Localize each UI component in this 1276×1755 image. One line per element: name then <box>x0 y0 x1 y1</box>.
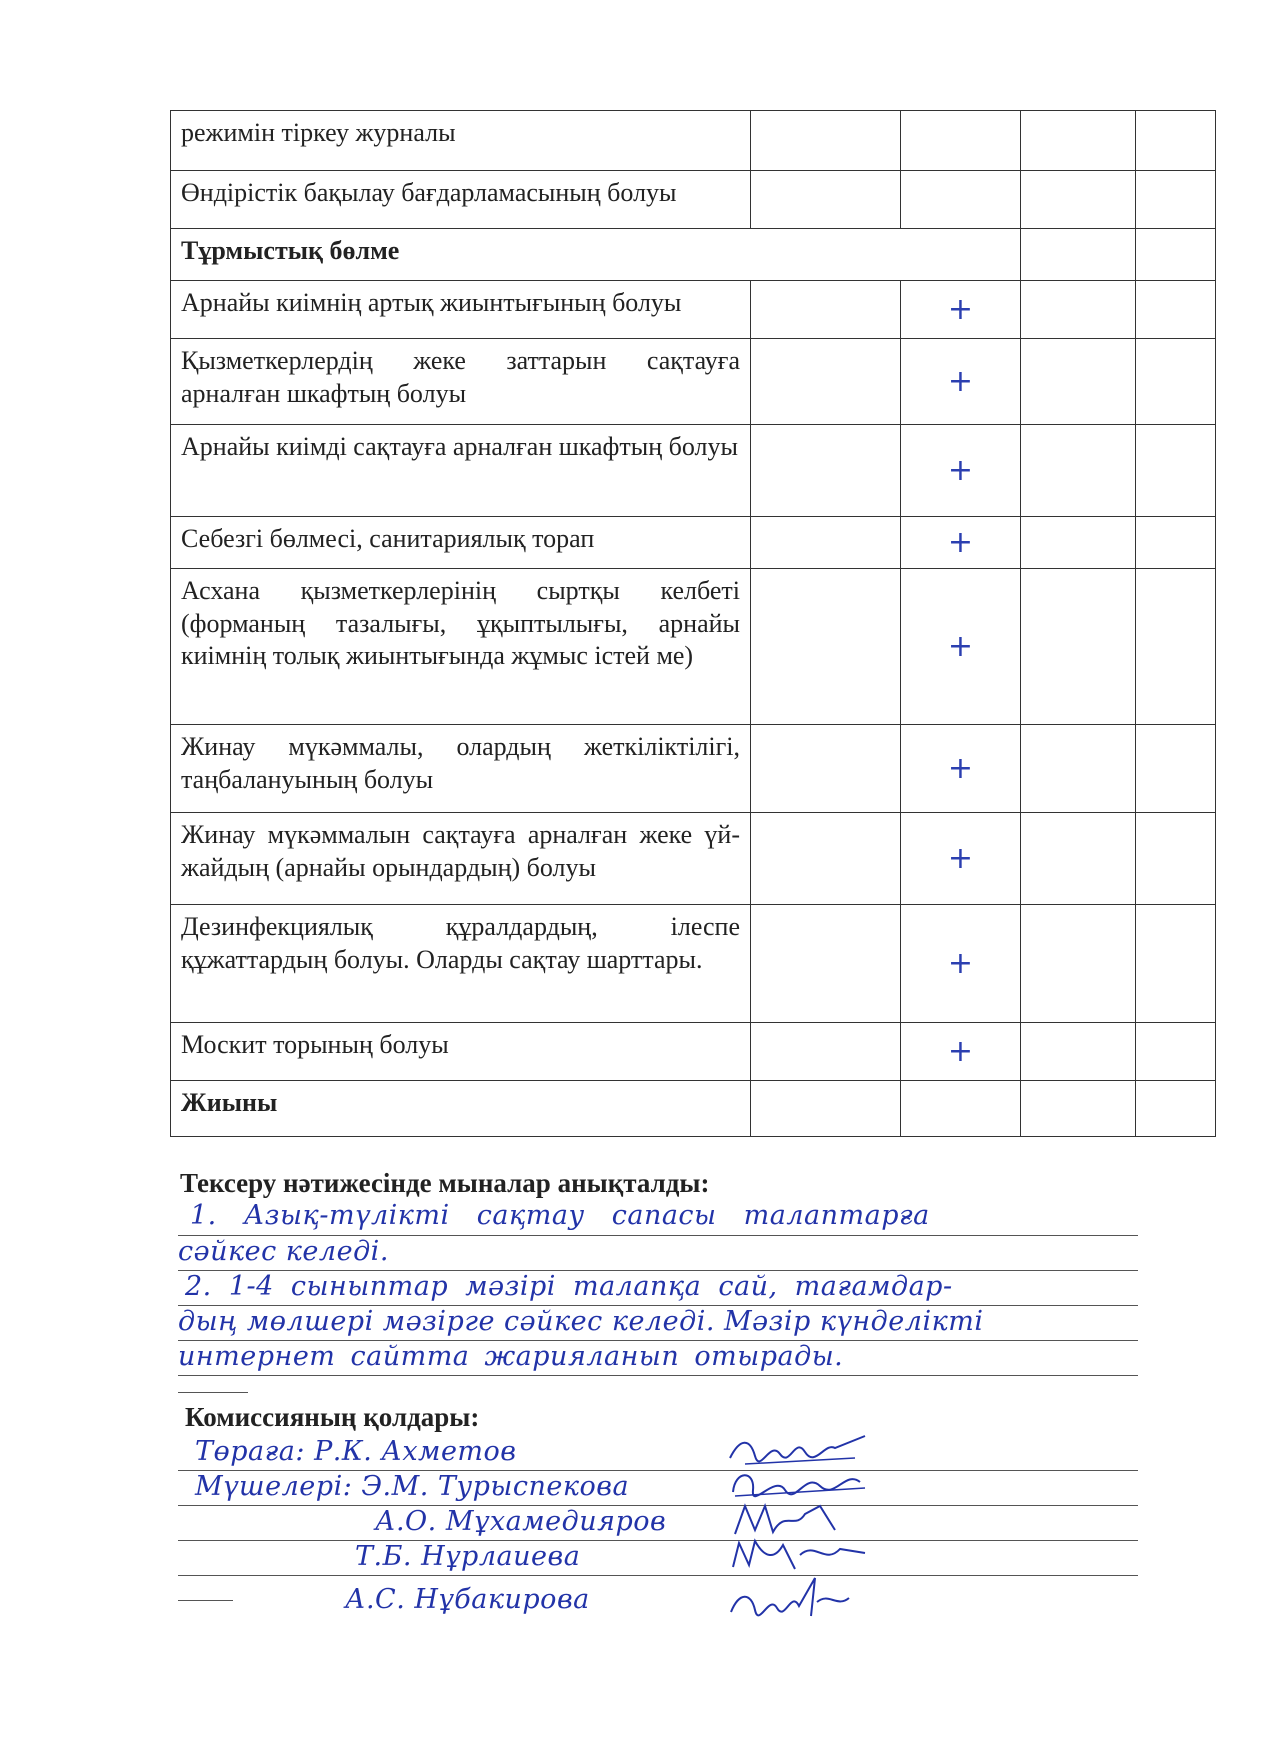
cell <box>1136 517 1216 569</box>
section-row <box>171 229 1216 281</box>
cell <box>1136 905 1216 1023</box>
section-title: Тұрмыстық бөлме <box>171 229 1021 281</box>
cell <box>751 813 901 905</box>
ruled-line <box>178 1392 248 1393</box>
cell <box>1136 1081 1216 1137</box>
signature-member-2 <box>725 1500 875 1540</box>
member-name: Т.Б. Нұрлаиева <box>355 1541 581 1572</box>
cell <box>1136 813 1216 905</box>
cell <box>1021 905 1136 1023</box>
cell <box>1136 725 1216 813</box>
check-mark: + <box>901 339 1021 425</box>
cell <box>1021 813 1136 905</box>
cell <box>1136 229 1216 281</box>
inspection-checklist-table <box>170 110 1216 1137</box>
cell <box>1021 171 1136 229</box>
table-row <box>171 1023 1216 1081</box>
member-name: Мүшелері: Э.М. Турыспекова <box>195 1471 630 1502</box>
row-label: Москит торының болуы <box>171 1023 751 1081</box>
total-label: Жиыны <box>171 1081 751 1137</box>
check-mark <box>901 171 1021 229</box>
cell <box>1021 1081 1136 1137</box>
row-label: Жинау мүкәммалы, олардың жеткіліктілігі, таңбалануының болуы <box>171 725 751 813</box>
member-name: Төраға: Р.К. Ахметов <box>195 1436 517 1467</box>
table-row <box>171 339 1216 425</box>
signature-member-1 <box>725 1464 875 1504</box>
cell <box>751 905 901 1023</box>
cell <box>1021 569 1136 725</box>
cell <box>1021 229 1136 281</box>
cell <box>1021 725 1136 813</box>
table-row <box>171 281 1216 339</box>
cell <box>1021 517 1136 569</box>
table-row <box>171 111 1216 171</box>
table-row <box>171 171 1216 229</box>
ruled-line <box>178 1540 1138 1541</box>
signature-chairman <box>725 1428 875 1468</box>
cell <box>751 339 901 425</box>
cell <box>1021 425 1136 517</box>
check-mark: + <box>901 517 1021 569</box>
table-row <box>171 517 1216 569</box>
check-mark: + <box>901 569 1021 725</box>
cell <box>751 111 901 171</box>
cell <box>751 281 901 339</box>
check-mark: + <box>901 281 1021 339</box>
table-row <box>171 725 1216 813</box>
cell <box>1136 339 1216 425</box>
member-name: А.С. Нұбакирова <box>345 1584 590 1615</box>
table-row <box>171 425 1216 517</box>
signature-member-3 <box>725 1535 875 1575</box>
cell <box>1136 171 1216 229</box>
cell <box>1021 339 1136 425</box>
cell <box>1021 1023 1136 1081</box>
check-mark <box>901 1081 1021 1137</box>
check-mark: + <box>901 725 1021 813</box>
cell <box>1136 111 1216 171</box>
cell <box>1136 569 1216 725</box>
finding-line: 2. 1-4 сыныптар мәзірі талапқа сай, тағамдар- <box>185 1271 953 1302</box>
check-mark <box>901 111 1021 171</box>
row-label: Асхана қызметкерлерінің сыртқы келбеті (форманың тазалығы, ұқыптылығы, арнайы киімнің толық жиынтығында жұмыс істей ме) <box>171 569 751 725</box>
row-label: режимін тіркеу журналы <box>171 111 751 171</box>
finding-line: 1. Азық-түлікті сақтау сапасы талаптарға <box>190 1200 930 1231</box>
check-mark: + <box>901 425 1021 517</box>
cell <box>751 569 901 725</box>
member-name: А.О. Мұхамедияров <box>375 1506 667 1537</box>
cell <box>751 1023 901 1081</box>
cell <box>751 171 901 229</box>
finding-line: интернет сайтта жарияланып отырады. <box>178 1341 844 1372</box>
row-label: Себезгі бөлмесі, санитариялық торап <box>171 517 751 569</box>
row-label: Арнайы киімді сақтауға арналған шкафтың болуы <box>171 425 751 517</box>
check-mark: + <box>901 813 1021 905</box>
signature-member-4 <box>725 1572 875 1620</box>
check-mark: + <box>901 1023 1021 1081</box>
cell <box>1136 1023 1216 1081</box>
cell <box>751 517 901 569</box>
table-row <box>171 905 1216 1023</box>
row-label: Дезинфекциялық құралдардың, ілеспе құжаттардың болуы. Оларды сақтау шарттары. <box>171 905 751 1023</box>
cell <box>751 1081 901 1137</box>
row-label: Қызметкерлердің жеке заттарын сақтауға арналған шкафтың болуы <box>171 339 751 425</box>
cell <box>1021 281 1136 339</box>
table-row <box>171 569 1216 725</box>
finding-line: дың мөлшері мәзірге сәйкес келеді. Мәзір күнделікті <box>178 1306 984 1337</box>
commission-heading: Комиссияның қолдары: <box>185 1402 480 1432</box>
row-label: Арнайы киімнің артық жиынтығының болуы <box>171 281 751 339</box>
cell <box>1021 111 1136 171</box>
ruled-line <box>178 1575 1138 1576</box>
cell <box>751 725 901 813</box>
ruled-line <box>178 1600 233 1601</box>
findings-heading: Тексеру нәтижесінде мыналар анықталды: <box>180 1168 710 1198</box>
ruled-line <box>178 1375 1138 1376</box>
cell <box>1136 425 1216 517</box>
table-row <box>171 813 1216 905</box>
row-label: Өндірістік бақылау бағдарламасының болуы <box>171 171 751 229</box>
finding-line: сәйкес келеді. <box>178 1236 389 1267</box>
row-label: Жинау мүкәммалын сақтауға арналған жеке үй-жайдың (арнайы орындардың) болуы <box>171 813 751 905</box>
cell <box>751 425 901 517</box>
total-row <box>171 1081 1216 1137</box>
cell <box>1136 281 1216 339</box>
check-mark: + <box>901 905 1021 1023</box>
